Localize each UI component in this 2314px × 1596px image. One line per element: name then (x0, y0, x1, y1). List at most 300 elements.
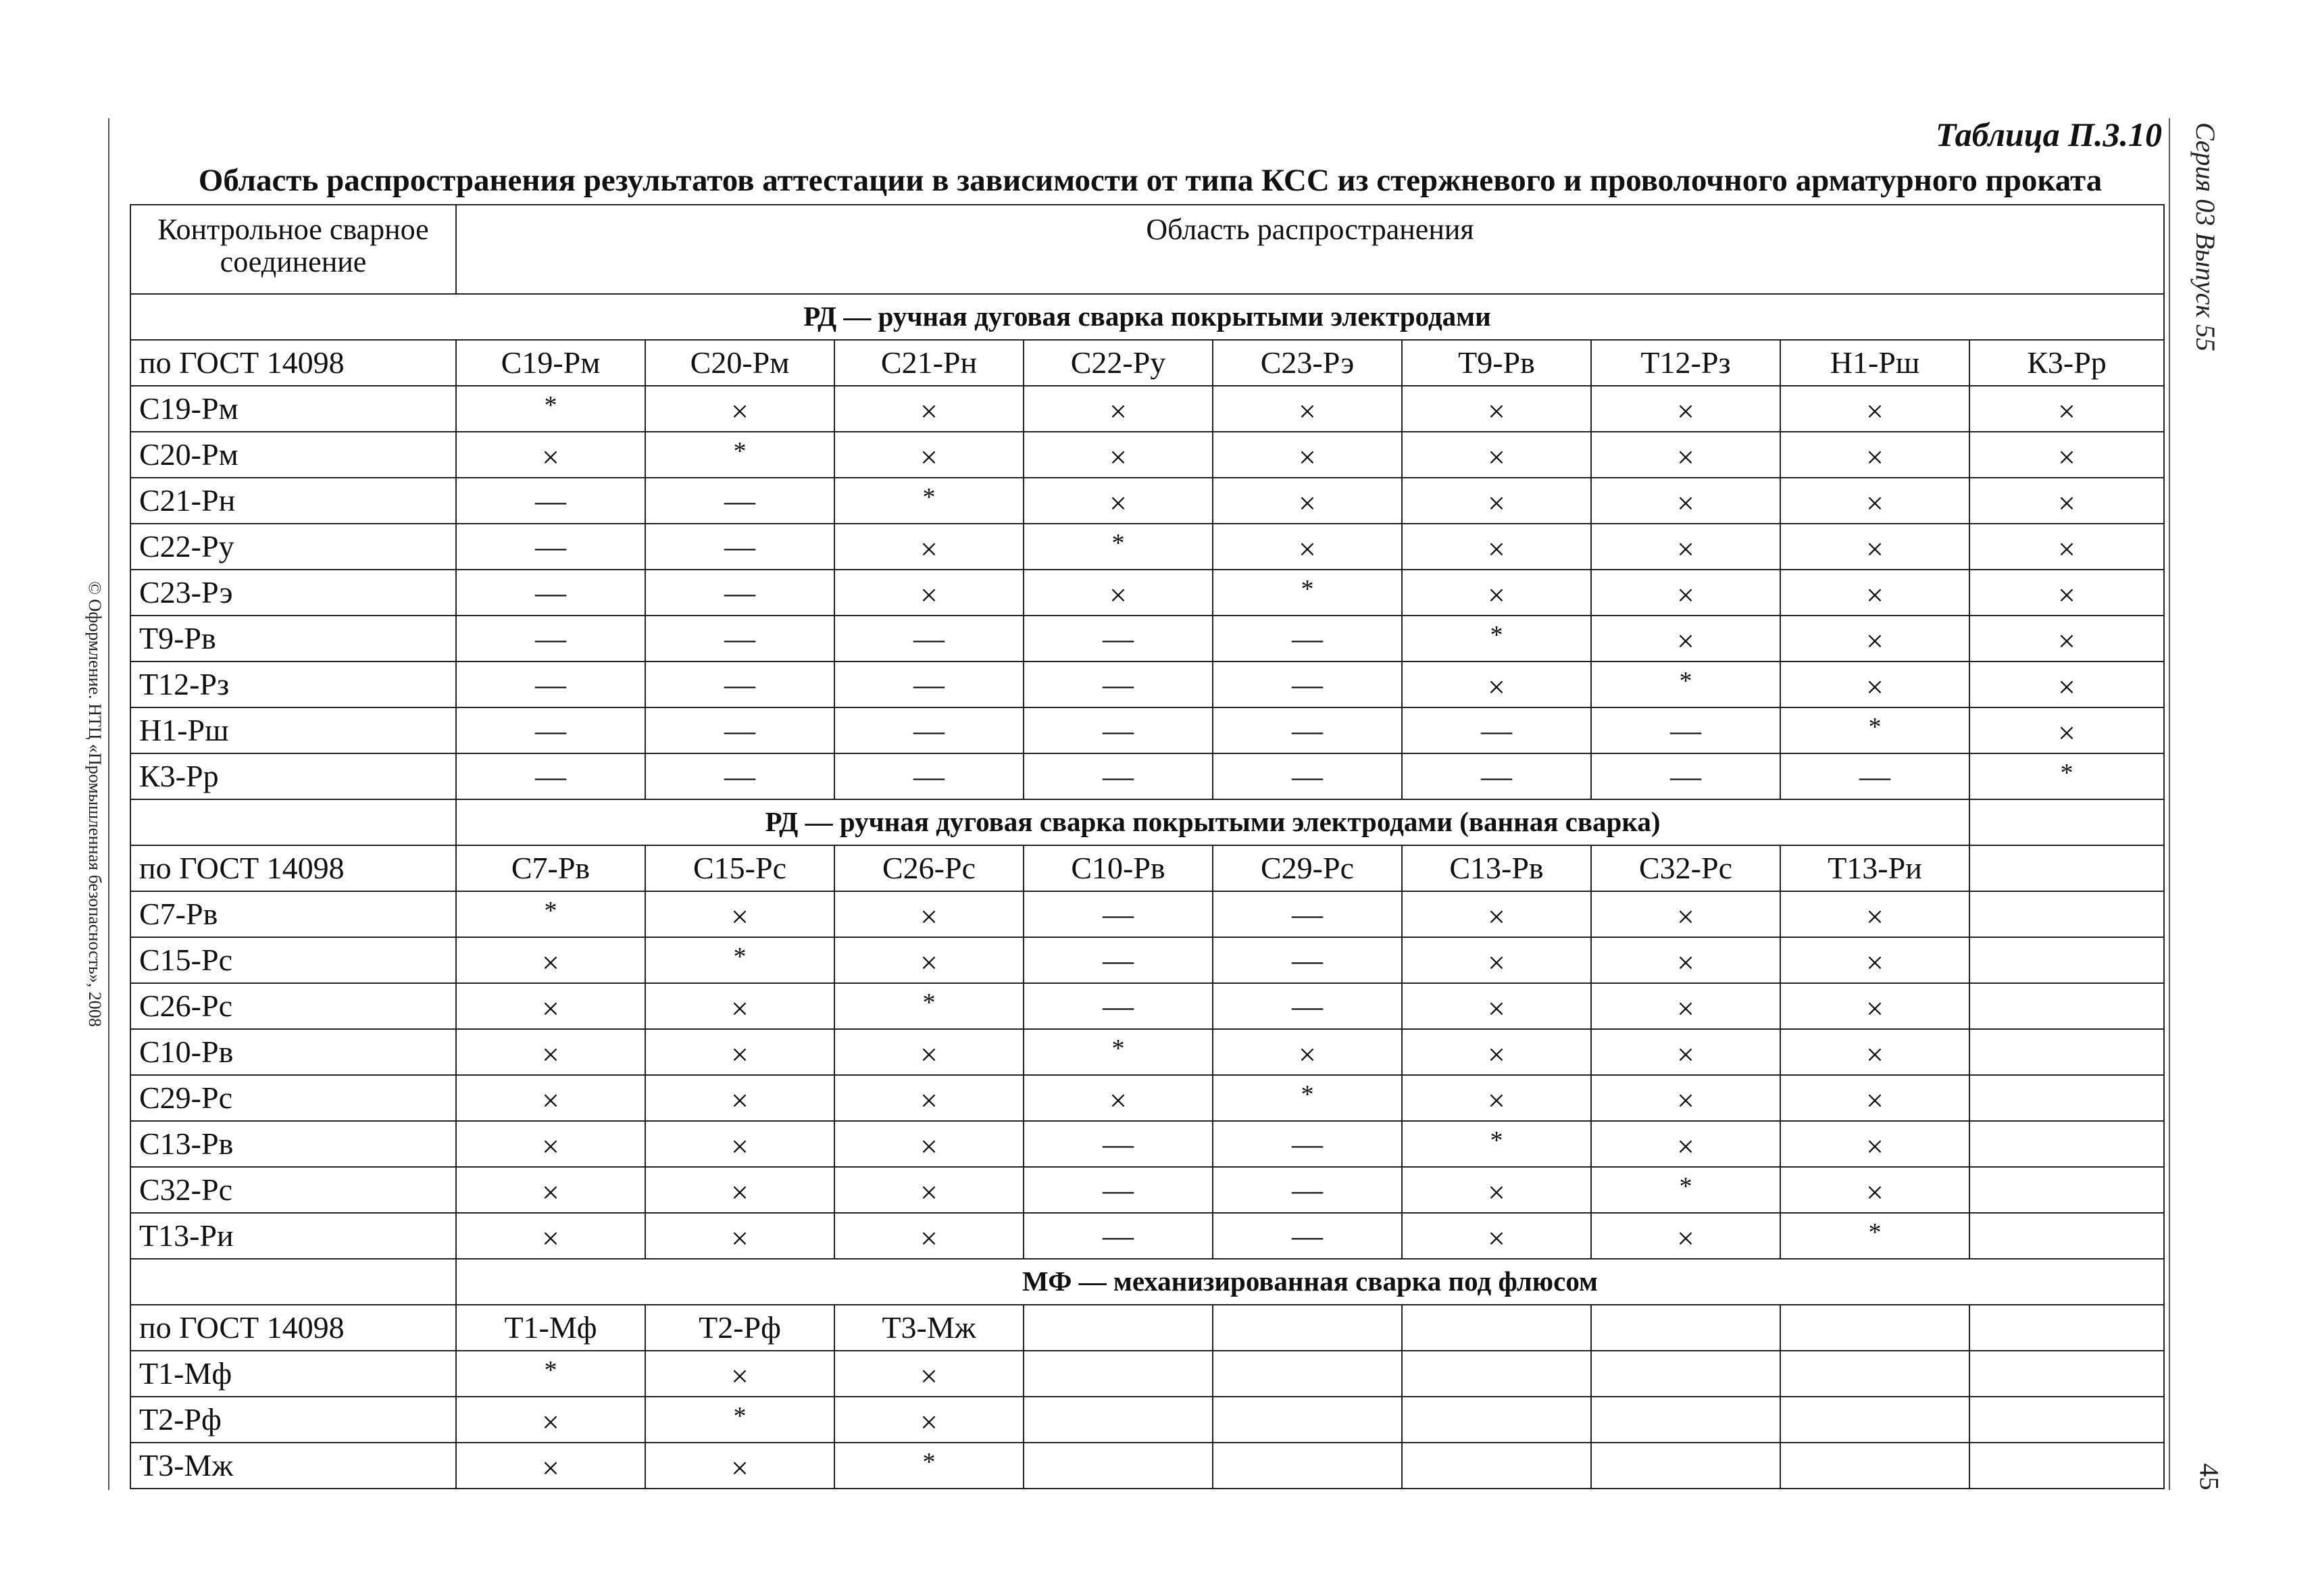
table-cell (645, 386, 834, 432)
table-cell (1969, 478, 2164, 524)
table-cell (1213, 1213, 1402, 1259)
star-mark: * (733, 437, 747, 466)
table-cell (1402, 616, 1591, 662)
scope-header: Область распространения (456, 205, 2164, 294)
table-cell (1969, 937, 2164, 983)
cross-mark: × (920, 1037, 938, 1072)
star-mark: * (1490, 1126, 1503, 1155)
dash-mark: — (1670, 758, 1701, 793)
cross-mark: × (1866, 485, 1884, 520)
table-cell (645, 1443, 834, 1489)
table-cell (1780, 1213, 1969, 1259)
table-cell (1213, 753, 1402, 799)
star-mark: * (1868, 712, 1882, 741)
table-cell (1402, 478, 1591, 524)
cross-mark: × (1488, 1174, 1505, 1210)
table-cell (1213, 983, 1402, 1029)
cross-mark: × (920, 393, 938, 428)
star-mark: * (544, 1355, 557, 1385)
table-cell (645, 1351, 834, 1397)
dash-mark: — (1481, 758, 1512, 793)
table-row (130, 1029, 2164, 1075)
cross-mark: × (1109, 577, 1127, 612)
column-header: С19-Рм (456, 340, 645, 386)
table-cell (1969, 1075, 2164, 1121)
table-cell (645, 707, 834, 753)
table-cell (1780, 983, 1969, 1029)
row-label: Т1-Мф (130, 1351, 456, 1397)
table-cell (645, 753, 834, 799)
table-row (130, 1443, 2164, 1489)
dash-mark: — (1292, 712, 1323, 747)
star-mark: * (922, 988, 936, 1017)
table-row (130, 662, 2164, 707)
star-mark: * (544, 391, 557, 420)
section-heading: РД — ручная дуговая сварка покрытыми электродами (ванная сварка) (456, 799, 1969, 845)
table-cell (1591, 1029, 1780, 1075)
table-cell (1591, 753, 1780, 799)
table-cell (645, 1029, 834, 1075)
table-row (130, 616, 2164, 662)
table-row (130, 707, 2164, 753)
table-cell (1591, 386, 1780, 432)
table-cell (645, 937, 834, 983)
cross-mark: × (731, 1037, 749, 1072)
table-cell (1969, 983, 2164, 1029)
cross-mark: × (920, 439, 938, 474)
cross-mark: × (1677, 1220, 1694, 1255)
column-header: С15-Рс (645, 845, 834, 891)
cross-mark: × (1299, 531, 1316, 566)
star-mark: * (1868, 1218, 1882, 1247)
table-cell (456, 616, 645, 662)
table-cell (1402, 1397, 1591, 1443)
table-cell (645, 1075, 834, 1121)
dash-mark: — (1292, 988, 1323, 1023)
column-header (1780, 1305, 1969, 1351)
dash-mark: — (1292, 758, 1323, 793)
dash-mark: — (724, 666, 755, 701)
cross-mark: × (731, 1174, 749, 1210)
table-cell (456, 1443, 645, 1489)
table-cell (1969, 1167, 2164, 1213)
table-cell (1780, 570, 1969, 616)
column-header: С26-Рс (834, 845, 1024, 891)
dash-mark: — (535, 528, 566, 564)
table-cell (1780, 707, 1969, 753)
table-cell (456, 1167, 645, 1213)
series-text: Серия 03 Выпуск 55 (2190, 122, 2221, 351)
table-cell (834, 983, 1024, 1029)
table-cell (1402, 1029, 1591, 1075)
table-cell (1780, 1029, 1969, 1075)
table-row (130, 1121, 2164, 1167)
cross-mark: × (1488, 531, 1505, 566)
table-cell (645, 983, 834, 1029)
table-cell (1024, 432, 1213, 478)
row-label: Т3-Мж (130, 1443, 456, 1489)
cross-mark: × (731, 1450, 749, 1485)
table-cell (1780, 386, 1969, 432)
cross-mark: × (542, 1174, 559, 1210)
table-cell (1213, 432, 1402, 478)
star-mark: * (1679, 1172, 1692, 1201)
cross-mark: × (1866, 1082, 1884, 1118)
table-cell (1024, 1075, 1213, 1121)
row-label: Т13-Ри (130, 1213, 456, 1259)
empty-cell (130, 799, 456, 845)
cross-mark: × (1677, 577, 1694, 612)
table-cell (834, 753, 1024, 799)
table-cell (1213, 662, 1402, 707)
gost-label: по ГОСТ 14098 (130, 845, 456, 891)
row-label: С29-Рс (130, 1075, 456, 1121)
table-cell (1024, 1167, 1213, 1213)
dash-mark: — (535, 758, 566, 793)
cross-mark: × (1109, 1082, 1127, 1118)
table-cell (456, 1029, 645, 1075)
column-header-row (130, 845, 2164, 891)
table-cell (1024, 616, 1213, 662)
table-row (130, 891, 2164, 937)
dash-mark: — (1103, 1218, 1134, 1253)
dash-mark: — (1103, 758, 1134, 793)
table-cell (1780, 478, 1969, 524)
table-cell (1402, 1167, 1591, 1213)
cross-mark: × (1866, 393, 1884, 428)
table-row (130, 478, 2164, 524)
table-cell (834, 524, 1024, 570)
table-cell (1780, 1443, 1969, 1489)
cross-mark: × (2058, 623, 2076, 658)
cross-mark: × (1866, 1037, 1884, 1072)
cross-mark: × (1299, 439, 1316, 474)
table-cell (456, 570, 645, 616)
dash-mark: — (1481, 712, 1512, 747)
cross-mark: × (1109, 485, 1127, 520)
dash-mark: — (913, 712, 945, 747)
table-cell (1969, 753, 2164, 799)
column-header (1591, 1305, 1780, 1351)
cross-mark: × (1866, 531, 1884, 566)
cross-mark: × (1488, 577, 1505, 612)
row-label: Т9-Рв (130, 616, 456, 662)
cross-mark: × (1677, 439, 1694, 474)
dash-mark: — (724, 758, 755, 793)
row-label: С26-Рс (130, 983, 456, 1029)
dash-mark: — (724, 574, 755, 609)
dash-mark: — (724, 482, 755, 518)
table-cell (834, 891, 1024, 937)
table-cell (1213, 1351, 1402, 1397)
table-cell (1591, 1167, 1780, 1213)
section-heading: МФ — механизированная сварка под флюсом (456, 1259, 2164, 1305)
table-cell (1969, 432, 2164, 478)
row-label: С7-Рв (130, 891, 456, 937)
table-cell (1024, 570, 1213, 616)
table-cell (1780, 662, 1969, 707)
table-cell (834, 1443, 1024, 1489)
star-mark: * (733, 1401, 747, 1430)
cross-mark: × (1866, 439, 1884, 474)
table-cell (1591, 1397, 1780, 1443)
table-cell (1969, 1443, 2164, 1489)
table-cell (1780, 937, 1969, 983)
row-label: С15-Рс (130, 937, 456, 983)
table-cell (1591, 1351, 1780, 1397)
cross-mark: × (731, 1358, 749, 1393)
cross-mark: × (2058, 485, 2076, 520)
column-header: Т3-Мж (834, 1305, 1024, 1351)
cross-mark: × (1677, 1082, 1694, 1118)
cross-mark: × (1866, 669, 1884, 704)
table-cell (1780, 1075, 1969, 1121)
table-cell (834, 1397, 1024, 1443)
column-header (1969, 845, 2164, 891)
table-row (130, 1397, 2164, 1443)
table-cell (456, 432, 645, 478)
table-cell (645, 570, 834, 616)
table-cell (645, 432, 834, 478)
table-cell (645, 1213, 834, 1259)
table-cell (1402, 386, 1591, 432)
cross-mark: × (1488, 1037, 1505, 1072)
column-header-row (130, 340, 2164, 386)
cross-mark: × (731, 1128, 749, 1164)
table-cell (1402, 1213, 1591, 1259)
table-cell (1780, 616, 1969, 662)
table-cell (834, 662, 1024, 707)
table-cell (1024, 1213, 1213, 1259)
table-cell (834, 478, 1024, 524)
dash-mark: — (1103, 620, 1134, 655)
dash-mark: — (1292, 942, 1323, 977)
cross-mark: × (731, 1082, 749, 1118)
dash-mark: — (1103, 666, 1134, 701)
dash-mark: — (535, 666, 566, 701)
cross-mark: × (1677, 623, 1694, 658)
table-cell (1780, 524, 1969, 570)
table-cell (456, 386, 645, 432)
star-mark: * (2060, 758, 2073, 787)
table-cell (1402, 937, 1591, 983)
table-row (130, 753, 2164, 799)
dash-mark: — (913, 758, 945, 793)
row-label: Т2-Рф (130, 1397, 456, 1443)
table-cell (645, 1397, 834, 1443)
table-cell (834, 707, 1024, 753)
table-cell (834, 386, 1024, 432)
cross-mark: × (1677, 531, 1694, 566)
table-cell (645, 1121, 834, 1167)
table-cell (834, 1121, 1024, 1167)
table-cell (456, 707, 645, 753)
table-cell (456, 891, 645, 937)
table-cell (456, 1397, 645, 1443)
dash-mark: — (1292, 896, 1323, 931)
table-cell (1402, 983, 1591, 1029)
table-row (130, 937, 2164, 983)
section-heading-row (130, 1259, 2164, 1305)
column-header: Т12-Рз (1591, 340, 1780, 386)
table-cell (456, 524, 645, 570)
cross-mark: × (731, 991, 749, 1026)
table-cell (1591, 662, 1780, 707)
table-cell (645, 662, 834, 707)
dash-mark: — (535, 574, 566, 609)
table-cell (645, 1167, 834, 1213)
table-cell (1969, 1121, 2164, 1167)
cross-mark: × (1677, 1128, 1694, 1164)
cross-mark: × (1109, 439, 1127, 474)
cross-mark: × (1488, 669, 1505, 704)
cross-mark: × (2058, 577, 2076, 612)
cross-mark: × (1677, 393, 1694, 428)
cross-mark: × (1866, 1128, 1884, 1164)
table-cell (1969, 891, 2164, 937)
row-label: С21-Рн (130, 478, 456, 524)
table-cell (1213, 478, 1402, 524)
cross-mark: × (920, 1174, 938, 1210)
cross-mark: × (920, 577, 938, 612)
table-cell (1024, 1351, 1213, 1397)
cross-mark: × (542, 439, 559, 474)
dash-mark: — (1859, 758, 1890, 793)
star-mark: * (1111, 528, 1125, 557)
table-cell (645, 524, 834, 570)
column-header: С10-Рв (1024, 845, 1213, 891)
cross-mark: × (2058, 439, 2076, 474)
cross-mark: × (1488, 899, 1505, 934)
table-row (130, 570, 2164, 616)
table-cell (1213, 386, 1402, 432)
table-cell (456, 662, 645, 707)
table-cell (1591, 616, 1780, 662)
table-cell (1213, 891, 1402, 937)
table-cell (1591, 983, 1780, 1029)
column-header: С32-Рс (1591, 845, 1780, 891)
dash-mark: — (1103, 1126, 1134, 1161)
table-cell (1780, 1397, 1969, 1443)
table-cell (1402, 1351, 1591, 1397)
table-cell (1780, 753, 1969, 799)
table-cell (1591, 707, 1780, 753)
star-mark: * (733, 942, 747, 971)
table-cell (1591, 432, 1780, 478)
dash-mark: — (1292, 666, 1323, 701)
dash-mark: — (913, 620, 945, 655)
table-cell (1969, 662, 2164, 707)
table-cell (1213, 937, 1402, 983)
row-label: С32-Рс (130, 1167, 456, 1213)
cross-mark: × (542, 991, 559, 1026)
cross-mark: × (1488, 485, 1505, 520)
cross-mark: × (1677, 899, 1694, 934)
table-cell (1969, 1397, 2164, 1443)
table-row (130, 524, 2164, 570)
table-cell (1024, 662, 1213, 707)
gost-label: по ГОСТ 14098 (130, 340, 456, 386)
table-cell (1024, 1443, 1213, 1489)
cross-mark: × (920, 531, 938, 566)
cross-mark: × (920, 1082, 938, 1118)
table-cell (1969, 524, 2164, 570)
table-cell (456, 1213, 645, 1259)
table-cell (1213, 1443, 1402, 1489)
dash-mark: — (535, 620, 566, 655)
table-title: Область распространения результатов аттестации в зависимости от типа КСС из стержневого и проволочного арматурного проката (198, 163, 2103, 198)
table-cell (1402, 524, 1591, 570)
table-cell (1591, 524, 1780, 570)
column-header: Т13-Ри (1780, 845, 1969, 891)
cross-mark: × (1299, 393, 1316, 428)
table-cell (1402, 1443, 1591, 1489)
dash-mark: — (535, 482, 566, 518)
table-cell (456, 983, 645, 1029)
cross-mark: × (1488, 991, 1505, 1026)
table-cell (1591, 1075, 1780, 1121)
table-cell (1591, 478, 1780, 524)
control-joint-header: Контрольное сварное соединение (130, 205, 456, 294)
table-cell (1213, 1029, 1402, 1075)
cross-mark: × (1488, 945, 1505, 980)
table-cell (456, 1075, 645, 1121)
column-header (1402, 1305, 1591, 1351)
table-cell (456, 937, 645, 983)
dash-mark: — (1103, 1172, 1134, 1207)
table-cell (1213, 570, 1402, 616)
table-cell (1402, 753, 1591, 799)
column-header-row (130, 1305, 2164, 1351)
section-heading-row (130, 294, 2164, 340)
table-row (130, 432, 2164, 478)
table-row (130, 1213, 2164, 1259)
column-header: Т1-Мф (456, 1305, 645, 1351)
column-header: С20-Рм (645, 340, 834, 386)
cross-mark: × (542, 1404, 559, 1439)
cross-mark: × (920, 899, 938, 934)
column-header: С21-Рн (834, 340, 1024, 386)
table-cell (1213, 1397, 1402, 1443)
star-mark: * (1679, 666, 1692, 695)
series-margin (2186, 122, 2226, 351)
column-header: С13-Рв (1402, 845, 1591, 891)
cross-mark: × (542, 1220, 559, 1255)
table-cell (1969, 386, 2164, 432)
table-cell (1780, 1351, 1969, 1397)
table-cell (834, 1167, 1024, 1213)
cross-mark: × (1109, 393, 1127, 428)
dash-mark: — (724, 620, 755, 655)
table-cell (456, 1121, 645, 1167)
table-cell (834, 570, 1024, 616)
table-cell (645, 478, 834, 524)
table-cell (1591, 1121, 1780, 1167)
cross-mark: × (1866, 991, 1884, 1026)
cross-mark: × (1488, 393, 1505, 428)
table-cell (1591, 937, 1780, 983)
table-label: Таблица П.3.10 (1935, 116, 2162, 153)
cross-mark: × (2058, 531, 2076, 566)
row-label: К3-Рр (130, 753, 456, 799)
row-label: С19-Рм (130, 386, 456, 432)
cross-mark: × (1488, 439, 1505, 474)
gost-label: по ГОСТ 14098 (130, 1305, 456, 1351)
table-cell (1780, 891, 1969, 937)
column-header (1024, 1305, 1213, 1351)
table-cell (1780, 432, 1969, 478)
table-cell (834, 616, 1024, 662)
